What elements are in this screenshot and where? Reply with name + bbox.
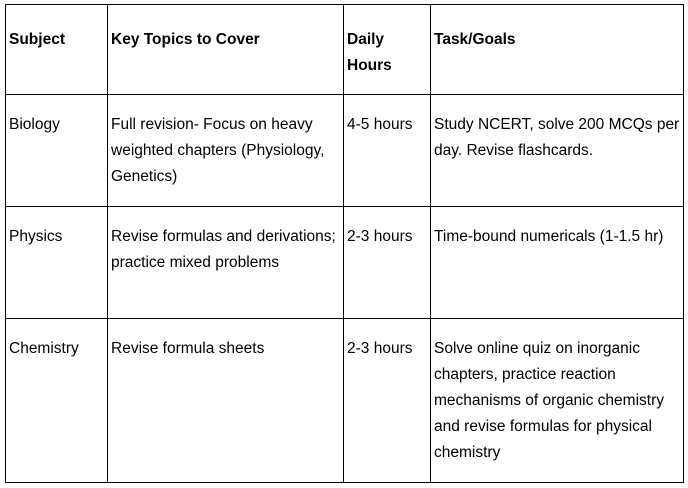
header-row — [6, 5, 684, 95]
subject-cell: Biology — [6, 95, 108, 207]
topics-cell: Revise formula sheets — [108, 319, 344, 483]
tasks-cell: Time-bound numericals (1-1.5 hr) — [431, 207, 684, 319]
study-plan-table — [5, 4, 684, 483]
header-hours-line2: Hours — [347, 57, 392, 74]
table-row-chemistry — [6, 319, 684, 483]
tasks-cell: Study NCERT, solve 200 MCQs per day. Revise flashcards. — [431, 95, 684, 207]
header-topics: Key Topics to Cover — [108, 5, 344, 95]
table-row-biology — [6, 95, 684, 207]
tasks-cell: Solve online quiz on inorganic chapters, practice reaction mechanisms of organic chemistry and revise formulas for physical chemistry — [431, 319, 684, 483]
subject-cell: Chemistry — [6, 319, 108, 483]
hours-cell: 2-3 hours — [344, 319, 431, 483]
header-tasks: Task/Goals — [431, 5, 684, 95]
topics-cell: Full revision- Focus on heavy weighted chapters (Physiology, Genetics) — [108, 95, 344, 207]
topics-cell: Revise formulas and derivations; practice mixed problems — [108, 207, 344, 319]
hours-cell: 2-3 hours — [344, 207, 431, 319]
header-subject: Subject — [6, 5, 108, 95]
subject-cell: Physics — [6, 207, 108, 319]
header-daily-hours — [344, 5, 431, 95]
hours-cell: 4-5 hours — [344, 95, 431, 207]
table-row-physics — [6, 207, 684, 319]
header-hours-line1: Daily — [347, 31, 385, 48]
